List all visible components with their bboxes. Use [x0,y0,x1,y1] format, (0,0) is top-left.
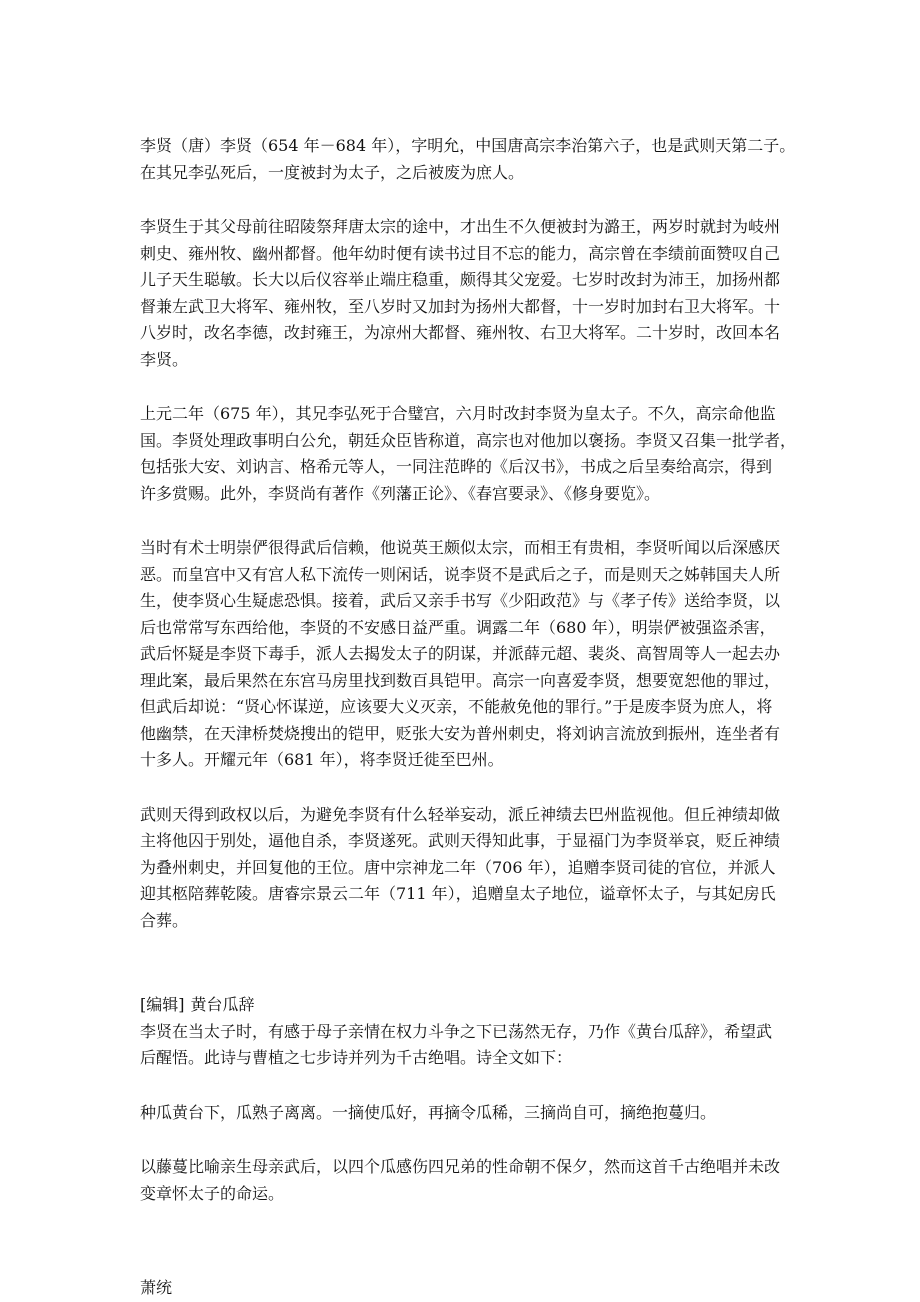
text-line: 合葬。 [140,910,189,930]
spacer [140,962,790,992]
text-line: 在其兄李弘死后，一度被封为太子，之后被废为庶人。 [140,162,525,182]
text-line: 武则天得到政权以后，为避免李贤有什么轻举妄动，派丘神绩去巴州监视他。但丘神绩却做 [140,804,781,824]
text-line: 变章怀太子的命运。 [140,1183,285,1203]
text-line: 武后怀疑是李贤下毒手，派人去揭发太子的阴谋，并派薛元超、裴炎、高智周等人一起去办 [140,644,781,663]
text-line: 后也常常写东西给他，李贤的不安感日益严重。调露二年（680 年），明崇俨被强盗杀害， [140,617,776,637]
text-line: 他幽禁，在天津桥焚烧搜出的铠甲，贬张大安为普州刺史，将刘讷言流放到振州，连坐者有 [140,723,781,743]
text-line: 许多赏赐。此外，李贤尚有著作《列藩正论》、《春宫要录》、《修身要览》。 [140,483,661,503]
paragraph-intro [140,133,796,186]
text-line: 李贤（唐）李贤（654 年－684 年），字明允，中国唐高宗李治第六子，也是武则天第二子。 [140,136,796,155]
text-line: 以藤蔓比喻亲生母亲武后，以四个瓜感伤四兄弟的性命朝不保夕，然而这首千古绝唱并未改 [140,1157,781,1176]
text-line: 后醒悟。此诗与曹植之七步诗并列为千古绝唱。诗全文如下： [140,1048,573,1067]
text-line: 李贤生于其父母前往昭陵祭拜唐太宗的途中，才出生不久便被封为潞王，两岁时就封为岐州 [140,217,781,236]
document-body [140,133,797,1302]
paragraph-early-life [140,214,790,373]
text-line: 理此案，最后果然在东宫马房里找到数百具铠甲。高宗一向喜爱李贤，想要宽恕他的罪过， [140,670,781,690]
text-line: 当时有术士明崇俨很得武后信赖，他说英王颇似太宗，而相王有贵相，李贤听闻以后深感厌 [140,538,781,557]
text-line: 儿子天生聪敏。长大以后仪容举止端庄稳重，颇得其父宠爱。七岁时改封为沛王，加扬州都 [140,270,781,289]
text-line: 国。李贤处理政事明白公允，朝廷众臣皆称道，高宗也对他加以褒扬。李贤又召集一批学者， [140,430,797,450]
text-line: 但武后却说：“贤心怀谋逆，应该要大义灭亲，不能赦免他的罪行。”于是废李贤为庶人，将 [140,697,773,716]
spacer [140,1235,790,1275]
paragraph-deposition [140,535,790,774]
text-line: 包括张大安、刘讷言、格希元等人，一同注范晔的《后汉书》，书成之后呈奏给高宗，得到 [140,457,773,476]
text-line: 李贤。 [140,349,189,369]
edit-link[interactable]: [编辑] [140,995,185,1014]
next-heading-text: 萧统 [140,1278,173,1297]
paragraph-poem [140,1100,790,1127]
text-line: 刺史、雍州牧、幽州都督。他年幼时便有读书过目不忘的能力，高宗曾在李绩前面赞叹自己 [140,243,781,263]
text-line: 恶。而皇宫中又有宫人私下流传一则闲话，说李贤不是武后之子，而是则天之姊韩国夫人所 [140,564,781,584]
poem-text: 种瓜黄台下，瓜熟子离离。一摘使瓜好，再摘令瓜稀，三摘尚自可，摘绝抱蔓归。 [140,1102,717,1122]
text-line: 主将他囚于别处，逼他自杀，李贤遂死。武则天得知此事，于显福门为李贤举哀，贬丘神绩 [140,831,781,850]
text-line: 八岁时，改名李德，改封雍王，为凉州大都督、雍州牧、右卫大将军。二十岁时，改回本名 [140,323,781,342]
section-heading [140,992,790,1019]
text-line: 为叠州刺史，并回复他的王位。唐中宗神龙二年（706 年），追赠李贤司徒的官位，并派人 [140,857,776,877]
section-title: 黄台瓜辞 [190,995,255,1014]
text-line: 上元二年（675 年），其兄李弘死于合璧宫，六月时改封李贤为皇太子。不久，高宗命他监 [140,404,776,423]
text-line: 生，使李贤心生疑虑恐惧。接着，武后又亲手书写《少阳政范》与《孝子传》送给李贤，以 [140,591,781,610]
text-line: 迎其柩陪葬乾陵。唐睿宗景云二年（711 年），追赠皇太子地位，谥章怀太子，与其妃房氏 [140,884,776,903]
paragraph-poem-comment [140,1154,790,1207]
text-line: 督兼左武卫大将军、雍州牧，至八岁时又加封为扬州大都督，十一岁时加封右卫大将军。十 [140,296,781,316]
text-line: 李贤在当太子时，有感于母子亲情在权力斗争之下已荡然无存，乃作《黄台瓜辞》，希望武 [140,1021,773,1041]
next-heading [140,1275,790,1302]
paragraph-poem-intro [140,1019,790,1072]
paragraph-crown-prince [140,401,797,507]
text-line: 十多人。开耀元年（681 年），将李贤迁徙至巴州。 [140,750,504,769]
paragraph-death [140,802,790,935]
